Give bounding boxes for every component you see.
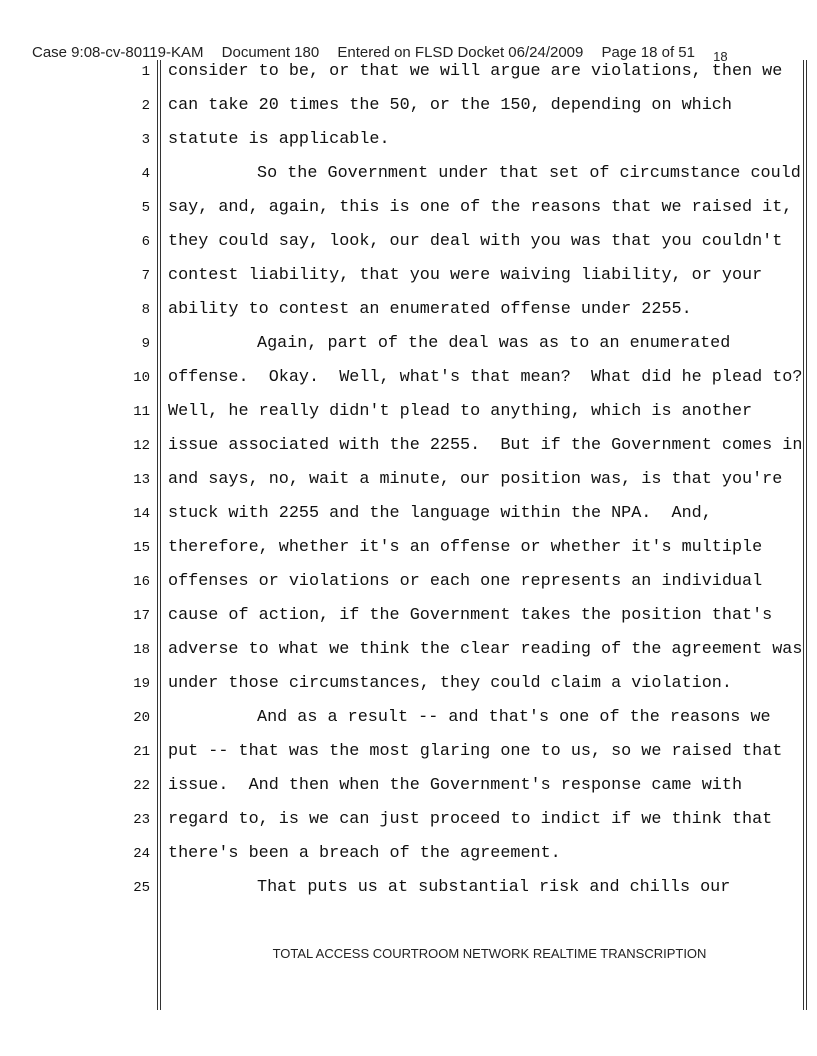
- line-number: 4: [141, 166, 150, 182]
- transcript-line: [0, 266, 817, 286]
- line-number: 17: [133, 608, 150, 624]
- line-number: 25: [133, 880, 150, 896]
- line-number: 13: [133, 472, 150, 488]
- line-number: 10: [133, 370, 150, 386]
- line-number: 22: [133, 778, 150, 794]
- line-text: can take 20 times the 50, or the 150, depending on which: [168, 96, 732, 115]
- transcript-line: [0, 810, 817, 830]
- line-text: adverse to what we think the clear reading of the agreement was: [168, 640, 803, 659]
- line-number: 19: [133, 676, 150, 692]
- line-text: therefore, whether it's an offense or whether it's multiple: [168, 538, 763, 557]
- line-text: ability to contest an enumerated offense under 2255.: [168, 300, 692, 319]
- line-text: statute is applicable.: [168, 130, 390, 149]
- line-text: issue. And then when the Government's response came with: [168, 776, 743, 795]
- line-text: there's been a breach of the agreement.: [168, 844, 561, 863]
- transcript-line: [0, 402, 817, 422]
- line-text: stuck with 2255 and the language within the NPA. And,: [168, 504, 712, 523]
- line-number: 12: [133, 438, 150, 454]
- line-number: 16: [133, 574, 150, 590]
- transcript-line: [0, 470, 817, 490]
- line-number: 18: [133, 642, 150, 658]
- line-number: 23: [133, 812, 150, 828]
- transcript-line: [0, 844, 817, 864]
- line-text: say, and, again, this is one of the reasons that we raised it,: [168, 198, 793, 217]
- transcript-line: [0, 878, 817, 898]
- line-number: 2: [141, 98, 150, 114]
- line-text: That puts us at substantial risk and chills our: [257, 878, 731, 897]
- transcript-line: [0, 368, 817, 388]
- transcript-line: [0, 776, 817, 796]
- entered-date: Entered on FLSD Docket 06/24/2009: [337, 44, 584, 61]
- line-text: under those circumstances, they could claim a violation.: [168, 674, 732, 693]
- transcript-line: [0, 164, 817, 184]
- line-number: 20: [133, 710, 150, 726]
- line-text: put -- that was the most glaring one to us, so we raised that: [168, 742, 783, 761]
- transcript-line: [0, 708, 817, 728]
- transcript-line: [0, 436, 817, 456]
- line-number: 24: [133, 846, 150, 862]
- line-text: cause of action, if the Government takes the position that's: [168, 606, 773, 625]
- line-text: Again, part of the deal was as to an enumerated: [257, 334, 731, 353]
- line-text: issue associated with the 2255. But if the Government comes in: [168, 436, 803, 455]
- transcript-line: [0, 232, 817, 252]
- line-number: 7: [141, 268, 150, 284]
- transcript-line: [0, 572, 817, 592]
- footer: TOTAL ACCESS COURTROOM NETWORK REALTIME TRANSCRIPTION: [272, 946, 707, 961]
- line-number: 1: [141, 64, 150, 80]
- transcript-line: [0, 640, 817, 660]
- line-text: So the Government under that set of circumstance could: [257, 164, 801, 183]
- line-number: 15: [133, 540, 150, 556]
- line-text: offenses or violations or each one represents an individual: [168, 572, 763, 591]
- line-text: and says, no, wait a minute, our position was, is that you're: [168, 470, 783, 489]
- transcript-page-number: 18: [713, 49, 728, 64]
- transcript-line: [0, 96, 817, 116]
- line-number: 6: [141, 234, 150, 250]
- line-number: 9: [141, 336, 150, 352]
- transcript-line: [0, 198, 817, 218]
- transcript-line: [0, 130, 817, 150]
- line-text: consider to be, or that we will argue are violations, then we: [168, 62, 783, 81]
- transcript-line: [0, 504, 817, 524]
- transcript-line: [0, 300, 817, 320]
- transcript-line: [0, 538, 817, 558]
- transcript-line: [0, 742, 817, 762]
- line-text: And as a result -- and that's one of the reasons we: [257, 708, 771, 727]
- docket-header: [32, 44, 728, 64]
- line-text: they could say, look, our deal with you was that you couldn't: [168, 232, 783, 251]
- transcript-line: [0, 62, 817, 82]
- line-number: 3: [141, 132, 150, 148]
- line-number: 8: [141, 302, 150, 318]
- page-of: Page 18 of 51: [601, 44, 695, 61]
- transcript-line: [0, 334, 817, 354]
- line-text: Well, he really didn't plead to anything, which is another: [168, 402, 753, 421]
- line-text: regard to, is we can just proceed to indict if we think that: [168, 810, 773, 829]
- line-number: 21: [133, 744, 150, 760]
- line-number: 14: [133, 506, 150, 522]
- case-number: Case 9:08-cv-80119-KAM: [32, 44, 204, 61]
- line-number: 5: [141, 200, 150, 216]
- line-text: offense. Okay. Well, what's that mean? What did he plead to?: [168, 368, 803, 387]
- line-text: contest liability, that you were waiving liability, or your: [168, 266, 763, 285]
- document-number: Document 180: [221, 44, 320, 61]
- transcript-line: [0, 606, 817, 626]
- line-number: 11: [133, 404, 150, 420]
- transcript-line: [0, 674, 817, 694]
